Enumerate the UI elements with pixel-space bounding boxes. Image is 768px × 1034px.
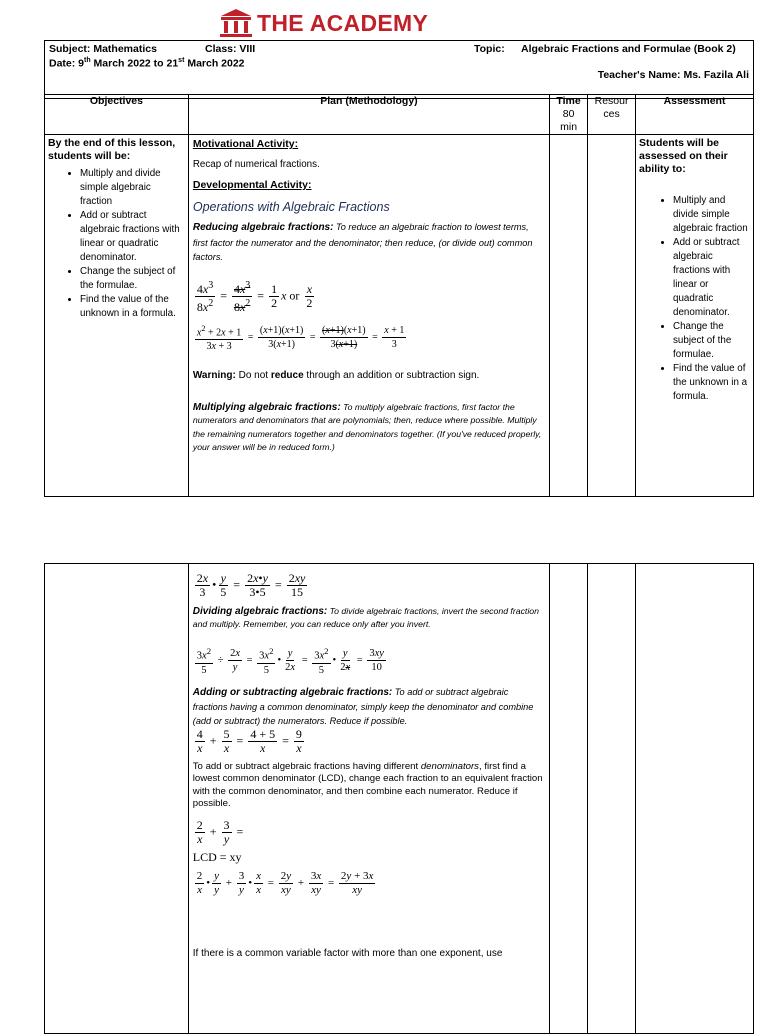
reducing-paragraph: Reducing algebraic fractions: To reduce an algebraic fraction to lowest terms, first factor the numerator and the denominator; then reduce, (or divide out) common factors. xyxy=(192,222,533,262)
multiplying-paragraph: Multiplying algebraic fractions: To multiply algebraic fractions, first factor the numerators and denominators that are polynomials; then, reduce where possible. Multiply the remaining numerators together and denominators together. (If you've reduced properly, your answer will be in reduced form.) xyxy=(192,401,542,453)
class-label: Class: VIII xyxy=(205,43,256,55)
header-table xyxy=(44,40,754,99)
list-item: • Add or subtract algebraic fractions with linear or quadratic denominator. xyxy=(673,236,750,320)
lesson-plan-table xyxy=(44,94,754,497)
list-item: • Multiply and divide simple algebraic fraction xyxy=(673,194,750,236)
operations-heading: Operations with Algebraic Fractions xyxy=(192,200,390,214)
objectives-list xyxy=(48,167,185,321)
assessment-intro: Students will be assessed on their ability to: xyxy=(639,137,728,175)
topic-value: Algebraic Fractions and Formulae (Book 2) xyxy=(521,43,736,55)
col-plan: Plan (Methodology) xyxy=(188,95,549,135)
col-time: Time 80 min xyxy=(550,95,588,135)
adding-paragraph: Adding or subtracting algebraic fractions: To add or subtract algebraic fractions having a common denominator, simply keep the denominator and combine (add or subtract) the numerators. Reduce if possible. xyxy=(192,686,534,726)
reducing-example: $\frac{4x^3}{8x^2}$ = $\frac{4x^3}{8x^2}$ = $\frac{1}{2}$ x or $\frac{x}{2}$ xyxy=(196,279,313,314)
list-item: • Change the subject of the formulae. xyxy=(80,265,185,293)
assessment-list xyxy=(639,194,750,404)
lcd-example: $\frac{2}{x}$ • $\frac{y}{y}$ + $\frac{3}{y}$ • $\frac{x}{x}$ = $\frac{2y}{xy}$ + $\frac{3x}{xy}$ = $\frac{2y + 3x}{xy}$ xyxy=(196,869,374,896)
col-resources: Resour ces xyxy=(588,95,636,135)
list-item: • Change the subject of the formulae. xyxy=(673,320,750,362)
list-item: • Find the value of the unknown in a formula. xyxy=(80,293,185,321)
list-item: • Add or subtract algebraic fractions with linear or quadratic denominator. xyxy=(80,209,185,265)
academy-logo xyxy=(219,6,428,40)
pillars-building-icon xyxy=(219,8,253,38)
lcd-example-start: $\frac{2}{x}$ + $\frac{3}{y}$ = xyxy=(196,817,244,846)
dividing-paragraph: Dividing algebraic fractions: To divide algebraic fractions, invert the second fraction and multiply. Remember, you can reduce only after you invert. xyxy=(192,606,539,629)
col-assessment: Assessment xyxy=(636,95,754,135)
reducing-example-2: $\frac{x^2 + 2x + 1}{3x + 3}$ = $\frac{(x+1)(x+1)}{3(x+1)}$ = $\frac{(x+1)(x+1)}{3(x+1)}$ = $\frac{x + 1}{3}$ xyxy=(196,323,405,352)
motivational-title: Motivational Activity: xyxy=(192,138,299,150)
date-range: Date: 9th March 2022 to 21st March 2022 xyxy=(49,57,245,70)
multiplying-example: $\frac{2x}{3}$ • $\frac{y}{5}$ = $\frac{2x•y}{3•5}$ = $\frac{2xy}{15}$ xyxy=(196,571,306,599)
col-objectives: Objectives xyxy=(45,95,189,135)
lesson-plan-continued-table xyxy=(44,563,754,1034)
list-item: • Find the value of the unknown in a formula. xyxy=(673,362,750,404)
adding-example: $\frac{4}{x}$ + $\frac{5}{x}$ = $\frac{4 + 5}{x}$ = $\frac{9}{x}$ xyxy=(196,726,302,755)
subject-label: Subject: Mathematics xyxy=(49,43,157,55)
dividing-example: $\frac{3x^2}{5}$ ÷ $\frac{2x}{y}$ = $\frac{3x^2}{5}$ • $\frac{y}{2x}$ = $\frac{3x^2}{5}$ • $\frac{y}{2x}$ = $\frac{3xy}{10}$ xyxy=(196,646,384,676)
warning-text: Warning: Do not reduce through an addition or subtraction sign. xyxy=(192,369,480,381)
teacher-name: Teacher's Name: Ms. Fazila Ali xyxy=(597,69,749,81)
logo-text: THE ACADEMY xyxy=(257,9,429,36)
objectives-intro: By the end of this lesson, students will be: xyxy=(48,137,176,162)
list-item: • Multiply and divide simple algebraic fraction xyxy=(80,167,185,209)
different-denominators-paragraph: To add or subtract algebraic fractions having different denominators, first find a lowest common denominator (LCD), change each fraction to an equivalent fraction with the common denominator, and then combine each numerator. Reduce if possible. xyxy=(192,760,543,809)
lcd-line: LCD = xy xyxy=(192,849,242,864)
developmental-title: Developmental Activity: xyxy=(192,179,312,191)
topic-label: Topic: xyxy=(474,43,505,55)
footer-text: If there is a common variable factor with more than one exponent, use xyxy=(192,947,503,959)
motivational-text: Recap of numerical fractions. xyxy=(192,159,320,170)
